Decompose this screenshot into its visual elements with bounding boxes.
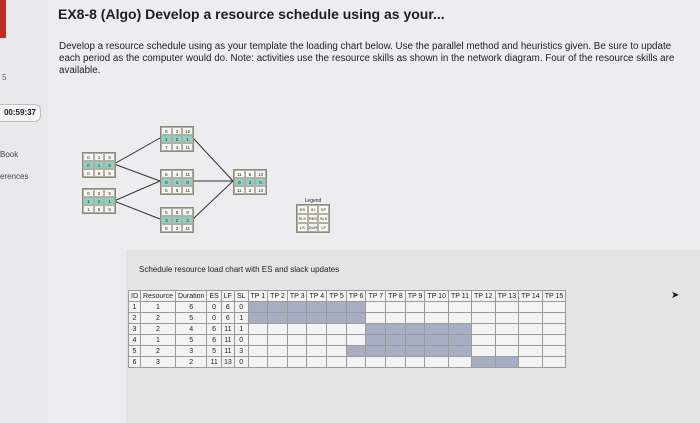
column-header: TP 6 [346, 291, 366, 302]
network-legend [296, 198, 330, 236]
page-title: EX8-8 (Algo) Develop a resource schedule using as your... [58, 6, 445, 22]
time-period-cell[interactable] [472, 335, 496, 346]
time-period-cell[interactable] [542, 302, 566, 313]
time-period-cell[interactable] [366, 324, 386, 335]
node-cell: 11 [182, 143, 193, 151]
time-period-cell[interactable] [472, 357, 496, 368]
time-period-cell[interactable] [268, 346, 288, 357]
time-period-cell[interactable] [542, 357, 566, 368]
cell-es: 6 [207, 324, 221, 335]
time-period-cell[interactable] [425, 302, 449, 313]
cell-lf: 11 [221, 324, 234, 335]
time-period-cell[interactable] [287, 313, 307, 324]
cell-duration: 2 [175, 357, 206, 368]
node-cell: 0 [104, 161, 115, 169]
cell-lf: 11 [221, 346, 234, 357]
time-period-cell[interactable] [386, 346, 406, 357]
node-cell: 5 [94, 205, 105, 213]
time-period-cell[interactable] [495, 324, 519, 335]
network-node [233, 169, 267, 195]
time-period-cell[interactable] [425, 357, 449, 368]
node-cell: 0 [255, 178, 266, 186]
time-period-cell[interactable] [448, 302, 471, 313]
time-period-cell[interactable] [327, 302, 347, 313]
time-period-cell[interactable] [425, 313, 449, 324]
time-period-cell[interactable] [366, 346, 386, 357]
node-cell: 1 [104, 197, 115, 205]
cell-id: 6 [129, 357, 141, 368]
time-period-cell[interactable] [519, 335, 543, 346]
cell-resource: 2 [141, 346, 176, 357]
column-header: Duration [175, 291, 206, 302]
cell-es: 0 [207, 313, 221, 324]
cell-id: 4 [129, 335, 141, 346]
node-cell: 6 [94, 169, 105, 177]
node-cell: 1 [161, 135, 172, 143]
time-period-cell[interactable] [519, 324, 543, 335]
node-cell: 6 [104, 169, 115, 177]
cell-id: 3 [129, 324, 141, 335]
cell-duration: 3 [175, 346, 206, 357]
node-cell: 4 [172, 170, 183, 178]
node-cell: 2 [94, 189, 105, 197]
time-period-cell[interactable] [307, 335, 327, 346]
node-cell: 5 [172, 186, 183, 194]
table-row [129, 335, 566, 346]
column-header: TP 11 [448, 291, 471, 302]
node-cell: 11 [182, 170, 193, 178]
node-cell: 0 [83, 161, 94, 169]
node-cell: 1 [94, 161, 105, 169]
time-period-cell[interactable] [448, 346, 471, 357]
time-period-cell[interactable] [448, 335, 471, 346]
time-period-cell[interactable] [327, 313, 347, 324]
page-number: 5 [2, 73, 7, 82]
node-cell: 13 [255, 170, 266, 178]
table-row [129, 357, 566, 368]
cell-resource: 1 [141, 302, 176, 313]
time-period-cell[interactable] [519, 313, 543, 324]
time-period-cell[interactable] [287, 324, 307, 335]
node-cell: 0 [182, 178, 193, 186]
resource-load-chart [128, 290, 566, 368]
instructions: Develop a resource schedule using as your template the loading chart below. Use the parallel method and heuristics given. Be sure to update each period as the computer would do. Note: activities use the resource skills as shown in the network diagram. Four of the resource skills are available. [59, 41, 675, 76]
time-period-cell[interactable] [448, 357, 471, 368]
node-cell: 11 [182, 186, 193, 194]
node-cell: 6 [245, 170, 256, 178]
network-diagram [68, 96, 330, 246]
node-cell: 2 [172, 216, 183, 224]
column-header: TP 15 [542, 291, 566, 302]
cell-es: 11 [207, 357, 221, 368]
table-row [129, 313, 566, 324]
column-header: LF [221, 291, 234, 302]
time-period-cell[interactable] [386, 324, 406, 335]
cell-duration: 4 [175, 324, 206, 335]
node-cell: 5 [161, 208, 172, 216]
column-header: TP 2 [268, 291, 288, 302]
legend-grid [296, 204, 330, 233]
time-period-cell[interactable] [346, 357, 366, 368]
time-period-cell[interactable] [519, 357, 543, 368]
column-header: TP 13 [495, 291, 519, 302]
column-header: ES [207, 291, 221, 302]
question-panel [48, 0, 700, 423]
cell-sl: 1 [234, 313, 248, 324]
time-period-cell[interactable] [472, 346, 496, 357]
node-cell: 5 [172, 208, 183, 216]
cell-id: 1 [129, 302, 141, 313]
left-sidebar [0, 0, 48, 423]
cell-sl: 0 [234, 302, 248, 313]
time-period-cell[interactable] [307, 324, 327, 335]
node-cell: 10 [182, 127, 193, 135]
column-header: TP 3 [287, 291, 307, 302]
node-cell: 1 [83, 205, 94, 213]
column-header: TP 12 [472, 291, 496, 302]
time-period-cell[interactable] [405, 357, 425, 368]
legend-cell: RES [308, 216, 318, 221]
time-period-cell[interactable] [542, 346, 566, 357]
node-cell: 3 [172, 127, 183, 135]
time-period-cell[interactable] [405, 324, 425, 335]
node-cell: 6 [104, 205, 115, 213]
time-period-cell[interactable] [495, 346, 519, 357]
node-cell: 11 [234, 186, 245, 194]
time-period-cell[interactable] [495, 302, 519, 313]
cell-lf: 6 [221, 302, 234, 313]
cell-id: 5 [129, 346, 141, 357]
time-period-cell[interactable] [307, 346, 327, 357]
column-header: TP 8 [386, 291, 406, 302]
time-period-cell[interactable] [495, 335, 519, 346]
timer: 00:59:37 [0, 104, 41, 122]
table-header-row [129, 291, 566, 302]
cell-resource: 1 [141, 335, 176, 346]
time-period-cell[interactable] [268, 302, 288, 313]
cell-sl: 1 [234, 324, 248, 335]
legend-cell: LS [297, 223, 308, 232]
node-cell: 6 [161, 127, 172, 135]
legend-cell: SLK [319, 216, 328, 221]
network-node [82, 152, 116, 178]
table-row [129, 324, 566, 335]
node-cell: 11 [234, 170, 245, 178]
node-cell: 0 [83, 169, 94, 177]
time-period-cell[interactable] [346, 302, 366, 313]
node-cell: 2 [245, 186, 256, 194]
time-period-cell[interactable] [519, 346, 543, 357]
time-period-cell[interactable] [307, 313, 327, 324]
cell-sl: 3 [234, 346, 248, 357]
cell-resource: 2 [141, 324, 176, 335]
node-cell: 8 [161, 224, 172, 232]
legend-cell: ES [297, 205, 308, 214]
time-period-cell[interactable] [386, 302, 406, 313]
cell-duration: 5 [175, 313, 206, 324]
node-cell: 4 [172, 143, 183, 151]
time-period-cell[interactable] [425, 324, 449, 335]
time-period-cell[interactable] [386, 357, 406, 368]
node-cell: 0 [234, 178, 245, 186]
time-period-cell[interactable] [542, 335, 566, 346]
time-period-cell[interactable] [425, 335, 449, 346]
time-period-cell[interactable] [287, 357, 307, 368]
node-cell: 1 [172, 178, 183, 186]
time-period-cell[interactable] [472, 324, 496, 335]
cell-resource: 3 [141, 357, 176, 368]
time-period-cell[interactable] [268, 357, 288, 368]
node-cell: 6 [104, 153, 115, 161]
node-cell: 7 [161, 143, 172, 151]
column-header: TP 10 [425, 291, 449, 302]
legend-cell: LF [318, 223, 329, 232]
table-row [129, 302, 566, 313]
column-header: ID [129, 291, 141, 302]
network-node [160, 126, 194, 152]
time-period-cell[interactable] [346, 346, 366, 357]
legend-cell: EF [318, 205, 329, 214]
node-cell: 1 [94, 153, 105, 161]
time-period-cell[interactable] [287, 346, 307, 357]
time-period-cell[interactable] [287, 302, 307, 313]
references-link[interactable]: erences [0, 172, 29, 181]
node-cell: 0 [83, 153, 94, 161]
legend-cell: SLK [298, 216, 307, 221]
cell-resource: 2 [141, 313, 176, 324]
network-node [160, 169, 194, 195]
time-period-cell[interactable] [472, 313, 496, 324]
node-cell: 3 [182, 216, 193, 224]
time-period-cell[interactable] [327, 357, 347, 368]
column-header: Resource [141, 291, 176, 302]
time-period-cell[interactable] [542, 313, 566, 324]
cell-es: 5 [207, 346, 221, 357]
node-cell: 1 [182, 135, 193, 143]
node-cell: 0 [83, 189, 94, 197]
column-header: TP 4 [307, 291, 327, 302]
time-period-cell[interactable] [327, 335, 347, 346]
time-period-cell[interactable] [366, 335, 386, 346]
column-header: SL [234, 291, 248, 302]
cell-sl: 0 [234, 357, 248, 368]
time-period-cell[interactable] [448, 324, 471, 335]
node-cell: 0 [161, 178, 172, 186]
time-period-cell[interactable] [472, 302, 496, 313]
time-period-cell[interactable] [386, 335, 406, 346]
brand-accent-bar [0, 0, 6, 38]
time-period-cell[interactable] [519, 302, 543, 313]
time-period-cell[interactable] [346, 335, 366, 346]
node-cell: 8 [182, 208, 193, 216]
node-cell: 6 [161, 170, 172, 178]
time-period-cell[interactable] [366, 313, 386, 324]
column-header: TP 1 [248, 291, 268, 302]
node-cell: 6 [161, 186, 172, 194]
legend-title: Legend [304, 198, 322, 204]
time-period-cell[interactable] [248, 302, 268, 313]
time-period-cell[interactable] [248, 335, 268, 346]
legend-cell: DUR [308, 225, 318, 230]
cell-id: 2 [129, 313, 141, 324]
node-cell: 3 [245, 178, 256, 186]
node-cell: 2 [94, 197, 105, 205]
time-period-cell[interactable] [327, 324, 347, 335]
time-period-cell[interactable] [268, 335, 288, 346]
time-period-cell[interactable] [386, 313, 406, 324]
time-period-cell[interactable] [405, 313, 425, 324]
time-period-cell[interactable] [448, 313, 471, 324]
cell-es: 0 [207, 302, 221, 313]
time-period-cell[interactable] [425, 346, 449, 357]
cell-es: 6 [207, 335, 221, 346]
legend-cell: ID [308, 205, 319, 214]
time-period-cell[interactable] [248, 324, 268, 335]
time-period-cell[interactable] [268, 313, 288, 324]
time-period-cell[interactable] [346, 313, 366, 324]
time-period-cell[interactable] [495, 313, 519, 324]
column-header: TP 14 [519, 291, 543, 302]
time-period-cell[interactable] [327, 346, 347, 357]
chart-title: Schedule resource load chart with ES and slack updates [139, 265, 340, 274]
ebook-link[interactable]: Book [0, 150, 19, 159]
time-period-cell[interactable] [366, 357, 386, 368]
column-header: TP 5 [327, 291, 347, 302]
cell-lf: 11 [221, 335, 234, 346]
node-cell: 13 [255, 186, 266, 194]
time-period-cell[interactable] [542, 324, 566, 335]
column-header: TP 9 [405, 291, 425, 302]
time-period-cell[interactable] [405, 302, 425, 313]
cell-sl: 0 [234, 335, 248, 346]
time-period-cell[interactable] [366, 302, 386, 313]
cell-duration: 5 [175, 335, 206, 346]
time-period-cell[interactable] [495, 357, 519, 368]
time-period-cell[interactable] [248, 313, 268, 324]
cell-lf: 13 [221, 357, 234, 368]
time-period-cell[interactable] [307, 357, 327, 368]
time-period-cell[interactable] [405, 346, 425, 357]
cell-duration: 6 [175, 302, 206, 313]
node-cell: 5 [104, 189, 115, 197]
node-cell: 3 [161, 216, 172, 224]
node-cell: 2 [172, 135, 183, 143]
time-period-cell[interactable] [307, 302, 327, 313]
cell-lf: 6 [221, 313, 234, 324]
time-period-cell[interactable] [287, 335, 307, 346]
network-node [82, 188, 116, 214]
time-period-cell[interactable] [248, 346, 268, 357]
node-cell: 11 [182, 224, 193, 232]
time-period-cell[interactable] [346, 324, 366, 335]
network-node [160, 207, 194, 233]
table-row [129, 346, 566, 357]
node-cell: 3 [172, 224, 183, 232]
time-period-cell[interactable] [405, 335, 425, 346]
time-period-cell[interactable] [268, 324, 288, 335]
column-header: TP 7 [366, 291, 386, 302]
node-cell: 1 [83, 197, 94, 205]
mouse-cursor: ➤ [671, 290, 680, 301]
time-period-cell[interactable] [248, 357, 268, 368]
